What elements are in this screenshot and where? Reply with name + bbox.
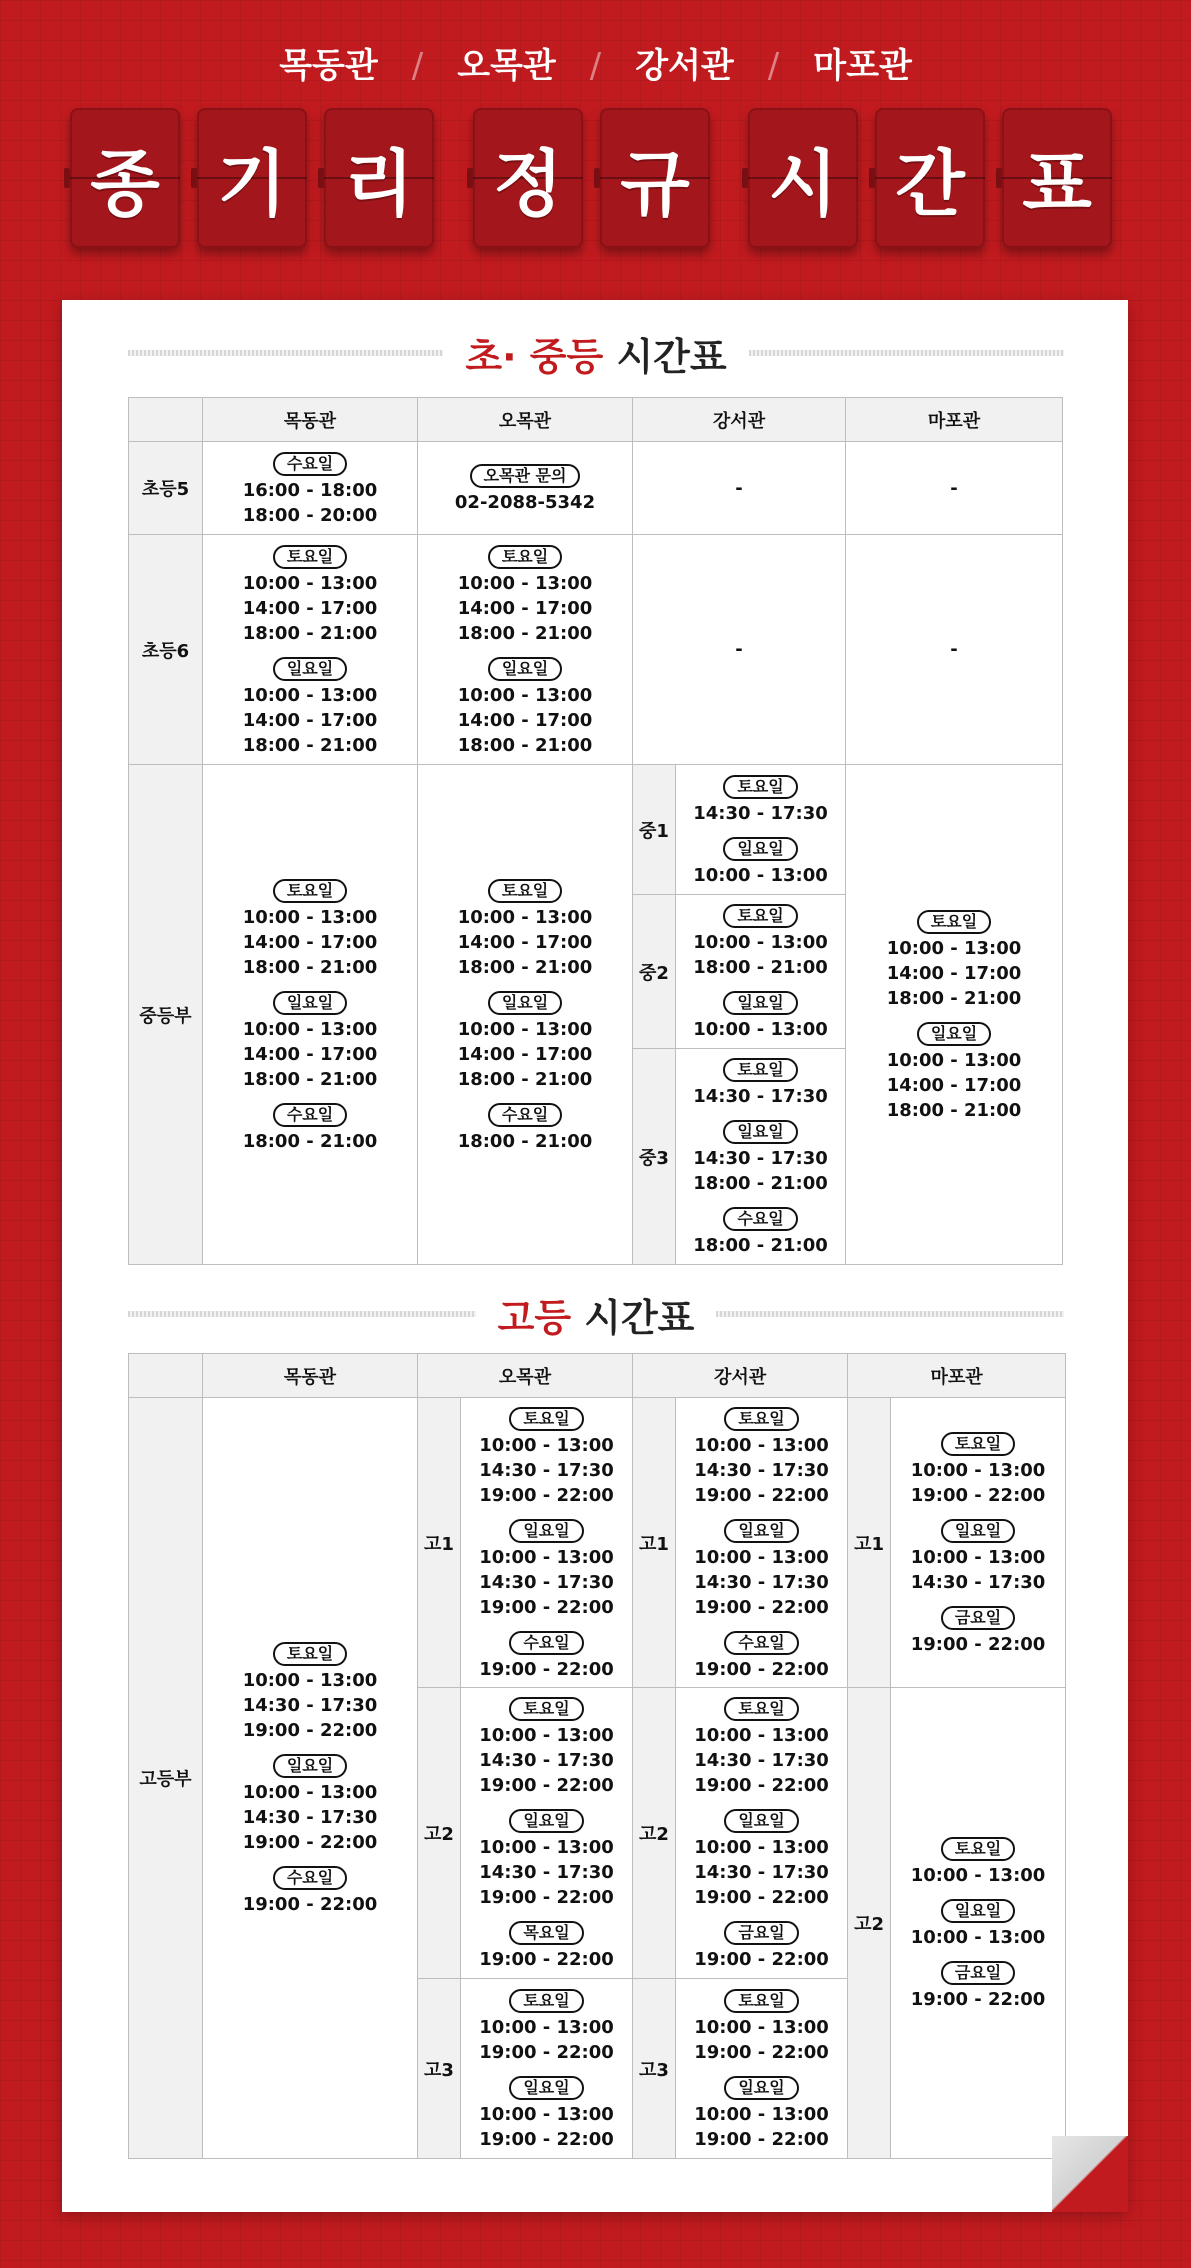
day-block <box>676 1982 847 2069</box>
day-block <box>676 984 845 1046</box>
day-block <box>676 897 845 984</box>
time-slot: 18:00 - 21:00 <box>242 734 378 756</box>
day-badge: 일요일 <box>941 1519 1015 1543</box>
time-slot: 10:00 - 13:00 <box>479 1725 614 1746</box>
time-slot: 14:00 - 17:00 <box>457 1043 593 1065</box>
row-header: 초등6 <box>129 535 203 765</box>
day-badge: 토요일 <box>724 1989 798 2013</box>
grade-header: 중2 <box>633 895 676 1049</box>
page-title <box>70 108 1122 248</box>
time-slot: 10:00 - 13:00 <box>886 1049 1022 1071</box>
day-badge: 일요일 <box>509 2076 583 2100</box>
time-slot: 14:00 - 17:00 <box>457 709 593 731</box>
time-slot: 18:00 - 21:00 <box>457 622 593 644</box>
day-block <box>418 872 632 984</box>
day-block <box>418 984 632 1096</box>
time-slot: 19:00 - 22:00 <box>479 2041 614 2063</box>
day-badge: 토요일 <box>509 1407 583 1431</box>
schedule-cell <box>203 765 418 1265</box>
day-block <box>203 984 417 1096</box>
schedule-cell: - <box>846 442 1063 535</box>
time-slot: 10:00 - 13:00 <box>693 932 828 953</box>
time-slot: 19:00 - 22:00 <box>242 1894 378 1915</box>
day-block <box>203 1747 417 1859</box>
grade-header: 중1 <box>633 765 676 895</box>
day-block <box>461 1624 632 1686</box>
day-block <box>203 1859 417 1921</box>
schedule-cell <box>676 1688 848 1979</box>
day-badge: 토요일 <box>941 1837 1015 1861</box>
time-slot: 10:00 - 13:00 <box>910 1927 1046 1948</box>
day-badge: 토요일 <box>723 1058 797 1082</box>
time-slot: 18:00 - 21:00 <box>242 622 378 644</box>
day-badge: 일요일 <box>724 2076 798 2100</box>
time-slot: 10:00 - 13:00 <box>457 906 593 928</box>
day-block <box>676 1512 847 1624</box>
day-badge: 토요일 <box>917 910 991 934</box>
grade-header: 고1 <box>418 1398 461 1688</box>
time-slot: 14:30 - 17:30 <box>479 1750 614 1771</box>
hs-timetable <box>128 1353 1066 2159</box>
time-slot: 18:00 - 21:00 <box>693 957 828 978</box>
grade-header: 고2 <box>633 1688 676 1979</box>
day-badge: 토요일 <box>509 1697 583 1721</box>
schedule-cell <box>461 1979 633 2159</box>
time-slot: 18:00 - 21:00 <box>457 1068 593 1090</box>
day-block <box>461 2069 632 2156</box>
title-tile: 종 <box>70 108 180 248</box>
row-header: 고등부 <box>129 1398 203 2159</box>
hs-section-title <box>128 1289 1064 1339</box>
schedule-cell: - <box>846 535 1063 765</box>
time-slot: 14:30 - 17:30 <box>694 1750 829 1771</box>
day-badge: 일요일 <box>273 657 347 681</box>
time-slot: 19:00 - 22:00 <box>694 1949 829 1970</box>
day-block <box>891 1599 1065 1661</box>
day-badge: 일요일 <box>724 1519 798 1543</box>
col-header: 목동관 <box>203 398 418 442</box>
time-slot: 19:00 - 22:00 <box>242 1720 378 1741</box>
title-rule <box>749 350 1064 356</box>
day-block <box>676 1400 847 1512</box>
day-badge: 수요일 <box>724 1631 798 1655</box>
day-badge: 토요일 <box>488 545 562 569</box>
day-badge: 일요일 <box>509 1519 583 1543</box>
ms-timetable <box>128 397 1063 1265</box>
time-slot: 14:30 - 17:30 <box>693 1148 828 1169</box>
time-slot: 14:00 - 17:00 <box>242 1043 378 1065</box>
time-slot: 19:00 - 22:00 <box>242 1832 378 1853</box>
time-slot: 14:30 - 17:30 <box>479 1459 614 1481</box>
grade-header: 중3 <box>633 1049 676 1265</box>
schedule-cell <box>203 535 418 765</box>
title-tile: 간 <box>875 108 985 248</box>
schedule-cell <box>846 765 1063 1265</box>
day-block <box>461 1690 632 1802</box>
day-block <box>676 1914 847 1976</box>
time-slot: 18:00 - 21:00 <box>886 987 1022 1009</box>
time-slot: 19:00 - 22:00 <box>479 1484 614 1506</box>
day-badge: 토요일 <box>488 879 562 903</box>
day-badge: 일요일 <box>724 1809 798 1833</box>
time-slot: 18:00 - 21:00 <box>242 1130 378 1152</box>
time-slot: 19:00 - 22:00 <box>694 1596 829 1618</box>
branch-separator: / <box>411 46 424 86</box>
schedule-cell <box>418 765 633 1265</box>
time-slot: 14:30 - 17:30 <box>910 1571 1046 1593</box>
time-slot: 18:00 - 21:00 <box>242 956 378 978</box>
day-block <box>676 1113 845 1200</box>
time-slot: 19:00 - 22:00 <box>479 1596 614 1618</box>
title-tile: 표 <box>1002 108 1112 248</box>
time-slot: 10:00 - 13:00 <box>479 2016 614 2038</box>
day-badge: 토요일 <box>724 1407 798 1431</box>
title-tile: 시 <box>748 108 858 248</box>
day-block <box>891 1954 1065 2016</box>
timetable-sheet <box>62 300 1128 2212</box>
time-slot: 14:30 - 17:30 <box>479 1571 614 1593</box>
time-slot: 10:00 - 13:00 <box>693 1019 828 1040</box>
day-badge: 수요일 <box>488 1103 562 1127</box>
time-slot: 14:30 - 17:30 <box>479 1862 614 1883</box>
day-block <box>891 1830 1065 1892</box>
col-header: 오목관 <box>418 398 633 442</box>
schedule-cell <box>203 1398 418 2159</box>
grade-header: 고3 <box>418 1979 461 2159</box>
time-slot: 10:00 - 13:00 <box>479 1434 614 1456</box>
day-badge: 금요일 <box>941 1606 1015 1630</box>
schedule-cell <box>676 1049 846 1265</box>
title-rule <box>716 1311 1064 1317</box>
day-block <box>418 650 632 762</box>
time-slot: 14:30 - 17:30 <box>242 1807 378 1828</box>
day-badge: 일요일 <box>941 1899 1015 1923</box>
title-tile: 규 <box>600 108 710 248</box>
time-slot: 10:00 - 13:00 <box>694 1837 829 1858</box>
grade-header: 고2 <box>848 1688 891 2159</box>
schedule-cell <box>203 442 418 535</box>
phone-number: 02-2088-5342 <box>454 492 596 513</box>
day-badge: 토요일 <box>724 1697 798 1721</box>
day-block <box>461 1802 632 1914</box>
day-badge: 토요일 <box>723 775 797 799</box>
time-slot: 14:00 - 17:00 <box>242 931 378 953</box>
day-badge: 일요일 <box>273 991 347 1015</box>
time-slot: 10:00 - 13:00 <box>242 1782 378 1803</box>
day-badge: 일요일 <box>488 991 562 1015</box>
day-badge: 일요일 <box>723 1120 797 1144</box>
time-slot: 18:00 - 21:00 <box>457 1130 593 1152</box>
time-slot: 10:00 - 13:00 <box>694 2016 829 2038</box>
corner-cell <box>129 1354 203 1398</box>
page-curl <box>1052 2136 1128 2212</box>
time-slot: 18:00 - 21:00 <box>457 956 593 978</box>
day-block <box>203 650 417 762</box>
title-rule <box>128 350 443 356</box>
day-block <box>676 1690 847 1802</box>
schedule-cell <box>891 1688 1066 2159</box>
schedule-cell <box>461 1688 633 1979</box>
day-badge: 수요일 <box>273 1866 347 1890</box>
day-badge: 토요일 <box>723 904 797 928</box>
time-slot: 18:00 - 21:00 <box>242 1068 378 1090</box>
day-badge: 토요일 <box>273 545 347 569</box>
branch-separator: / <box>767 46 780 86</box>
branch-separator: / <box>589 46 602 86</box>
schedule-cell <box>676 895 846 1049</box>
day-block <box>846 1015 1062 1127</box>
time-slot: 19:00 - 22:00 <box>910 1633 1046 1655</box>
time-slot: 19:00 - 22:00 <box>479 2128 614 2150</box>
time-slot: 19:00 - 22:00 <box>694 1484 829 1506</box>
day-badge: 토요일 <box>273 879 347 903</box>
time-slot: 18:00 - 21:00 <box>693 1173 828 1194</box>
day-block <box>203 1635 417 1747</box>
day-badge: 일요일 <box>273 1754 347 1778</box>
time-slot: 10:00 - 13:00 <box>242 1670 378 1691</box>
day-block <box>418 538 632 650</box>
time-slot: 14:00 - 17:00 <box>886 1074 1022 1096</box>
time-slot: 10:00 - 13:00 <box>457 1018 593 1040</box>
title-tile: 리 <box>324 108 434 248</box>
branch-mokdong: 목동관 <box>279 46 378 86</box>
time-slot: 14:30 - 17:30 <box>694 1459 829 1481</box>
day-block <box>203 872 417 984</box>
time-slot: 16:00 - 18:00 <box>242 479 378 501</box>
branch-list <box>0 38 1191 87</box>
schedule-cell <box>891 1398 1066 1688</box>
corner-cell <box>129 398 203 442</box>
time-slot: 19:00 - 22:00 <box>694 2041 829 2063</box>
time-slot: 10:00 - 13:00 <box>694 1546 829 1568</box>
day-badge: 일요일 <box>723 991 797 1015</box>
time-slot: 14:00 - 17:00 <box>242 597 378 619</box>
day-badge: 토요일 <box>509 1989 583 2013</box>
hs-section-heading: 고등 시간표 <box>497 1295 695 1340</box>
schedule-cell <box>418 442 633 535</box>
time-slot: 19:00 - 22:00 <box>694 1887 829 1908</box>
day-badge: 토요일 <box>941 1432 1015 1456</box>
schedule-cell <box>418 535 633 765</box>
time-slot: 19:00 - 22:00 <box>694 1658 829 1680</box>
day-badge: 수요일 <box>509 1631 583 1655</box>
day-block <box>203 538 417 650</box>
grade-header: 고1 <box>633 1398 676 1688</box>
day-badge: 금요일 <box>941 1961 1015 1985</box>
schedule-cell: - <box>633 442 846 535</box>
time-slot: 19:00 - 22:00 <box>910 1989 1046 2010</box>
schedule-cell <box>676 765 846 895</box>
day-block <box>676 1802 847 1914</box>
time-slot: 14:30 - 17:30 <box>693 1086 828 1107</box>
day-badge: 일요일 <box>509 1809 583 1833</box>
day-block <box>891 1512 1065 1599</box>
schedule-cell: - <box>633 535 846 765</box>
time-slot: 10:00 - 13:00 <box>457 684 593 706</box>
time-slot: 14:00 - 17:00 <box>886 962 1022 984</box>
time-slot: 14:30 - 17:30 <box>694 1862 829 1883</box>
time-slot: 14:30 - 17:30 <box>693 802 828 824</box>
time-slot: 18:00 - 21:00 <box>693 1235 828 1256</box>
time-slot: 10:00 - 13:00 <box>479 2103 614 2125</box>
ms-section-heading: 초· 중등 시간표 <box>465 334 727 379</box>
time-slot: 18:00 - 20:00 <box>242 504 378 526</box>
day-block <box>891 1892 1065 1954</box>
time-slot: 10:00 - 13:00 <box>693 864 828 886</box>
time-slot: 14:30 - 17:30 <box>242 1695 378 1716</box>
branch-omok: 오목관 <box>457 46 556 86</box>
time-slot: 10:00 - 13:00 <box>910 1459 1046 1481</box>
inquiry-badge: 오목관 문의 <box>470 464 581 488</box>
day-block <box>676 2069 847 2156</box>
day-badge: 수요일 <box>723 1207 797 1231</box>
col-header: 마포관 <box>846 398 1063 442</box>
day-badge: 일요일 <box>723 837 797 861</box>
day-block <box>676 768 845 830</box>
day-block <box>461 1512 632 1624</box>
col-header: 강서관 <box>633 398 846 442</box>
grade-header: 고1 <box>848 1398 891 1688</box>
title-tile: 정 <box>473 108 583 248</box>
day-block <box>846 903 1062 1015</box>
branch-mapo: 마포관 <box>813 46 912 86</box>
time-slot: 19:00 - 22:00 <box>479 1775 614 1796</box>
time-slot: 10:00 - 13:00 <box>242 906 378 928</box>
day-block <box>461 1914 632 1976</box>
time-slot: 10:00 - 13:00 <box>457 572 593 594</box>
grade-header: 고3 <box>633 1979 676 2159</box>
title-rule <box>128 1311 476 1317</box>
day-badge: 목요일 <box>509 1921 583 1945</box>
time-slot: 18:00 - 21:00 <box>886 1099 1022 1121</box>
schedule-cell <box>461 1398 633 1688</box>
time-slot: 10:00 - 13:00 <box>694 1434 829 1456</box>
row-header: 초등5 <box>129 442 203 535</box>
day-block <box>461 1982 632 2069</box>
time-slot: 10:00 - 13:00 <box>479 1546 614 1568</box>
grade-header: 고2 <box>418 1688 461 1979</box>
day-badge: 수요일 <box>273 452 347 476</box>
col-header: 강서관 <box>633 1354 848 1398</box>
time-slot: 19:00 - 22:00 <box>910 1484 1046 1506</box>
day-block <box>461 1400 632 1512</box>
time-slot: 19:00 - 22:00 <box>479 1887 614 1908</box>
time-slot: 10:00 - 13:00 <box>242 572 378 594</box>
day-badge: 금요일 <box>724 1921 798 1945</box>
time-slot: 14:00 - 17:00 <box>457 597 593 619</box>
schedule-cell <box>676 1979 848 2159</box>
ms-section-title <box>128 328 1064 378</box>
time-slot: 10:00 - 13:00 <box>694 1725 829 1746</box>
time-slot: 14:30 - 17:30 <box>694 1571 829 1593</box>
day-badge: 수요일 <box>273 1103 347 1127</box>
col-header: 오목관 <box>418 1354 633 1398</box>
day-block <box>676 1051 845 1113</box>
day-block <box>676 830 845 892</box>
col-header: 마포관 <box>848 1354 1066 1398</box>
time-slot: 10:00 - 13:00 <box>242 1018 378 1040</box>
time-slot: 19:00 - 22:00 <box>694 2128 829 2150</box>
time-slot: 19:00 - 22:00 <box>479 1658 614 1680</box>
col-header: 목동관 <box>203 1354 418 1398</box>
time-slot: 18:00 - 21:00 <box>457 734 593 756</box>
day-block <box>891 1425 1065 1512</box>
day-block <box>203 1096 417 1158</box>
day-badge: 일요일 <box>917 1022 991 1046</box>
schedule-cell <box>676 1398 848 1688</box>
day-block <box>676 1624 847 1686</box>
row-header: 중등부 <box>129 765 203 1265</box>
title-tile: 기 <box>197 108 307 248</box>
time-slot: 10:00 - 13:00 <box>910 1865 1046 1886</box>
day-badge: 일요일 <box>488 657 562 681</box>
time-slot: 19:00 - 22:00 <box>694 1775 829 1796</box>
day-block <box>676 1200 845 1262</box>
day-badge: 토요일 <box>273 1642 347 1666</box>
time-slot: 10:00 - 13:00 <box>694 2103 829 2125</box>
time-slot: 14:00 - 17:00 <box>457 931 593 953</box>
time-slot: 14:00 - 17:00 <box>242 709 378 731</box>
time-slot: 10:00 - 13:00 <box>479 1837 614 1858</box>
time-slot: 19:00 - 22:00 <box>479 1949 614 1970</box>
time-slot: 10:00 - 13:00 <box>242 684 378 706</box>
time-slot: 10:00 - 13:00 <box>910 1546 1046 1568</box>
time-slot: 10:00 - 13:00 <box>886 937 1022 959</box>
branch-gangseo: 강서관 <box>635 46 734 86</box>
day-block <box>418 1096 632 1158</box>
